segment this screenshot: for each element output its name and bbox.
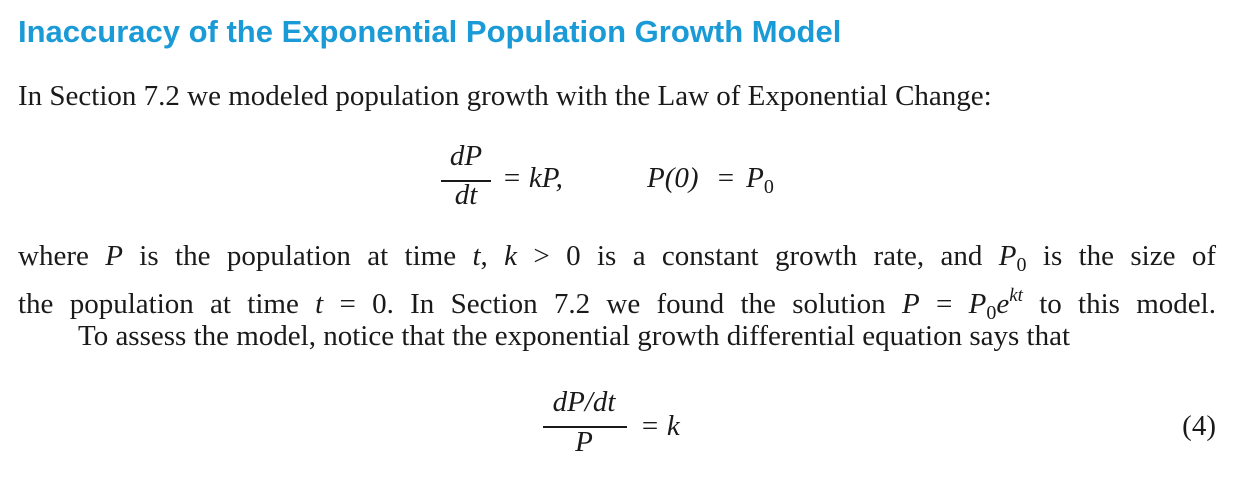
equation-number: (4)	[1182, 410, 1216, 442]
eq1-denominator: dt	[454, 179, 478, 211]
paragraph-3: To assess the model, notice that the exponential growth differential equation says that	[78, 320, 1071, 352]
eq1-initial-condition	[647, 162, 774, 199]
subscript: 0	[986, 302, 997, 324]
text: is the size of	[1026, 240, 1217, 272]
ic-subscript: 0	[763, 176, 774, 198]
subscript: 0	[1016, 254, 1027, 276]
exponent: kt	[1009, 285, 1023, 306]
text: the population at time	[18, 288, 316, 320]
eq1-rhs: = kP,	[502, 162, 563, 194]
text: where	[18, 240, 106, 272]
ic-P: P	[746, 162, 764, 194]
text: is the population at time	[122, 240, 473, 272]
var-P0: P	[998, 240, 1017, 272]
text: =	[919, 288, 969, 320]
var-t: t	[472, 240, 481, 272]
var-P0: P	[968, 288, 987, 320]
section-heading: Inaccuracy of the Exponential Population Growth Model	[18, 14, 842, 49]
var-P: P	[105, 240, 123, 272]
eq1-numerator: dP	[449, 140, 483, 172]
text: ,	[480, 240, 505, 272]
var-P: P	[901, 288, 920, 320]
eq2-denominator: P	[575, 426, 593, 458]
intro-paragraph: In Section 7.2 we modeled population growth with the Law of Exponential Change:	[18, 80, 992, 112]
ic-left: P(0)	[647, 162, 699, 194]
eq2-numerator: dP/dt	[552, 386, 616, 418]
var-t: t	[315, 288, 324, 320]
eq2-rhs: = k	[640, 410, 680, 442]
ic-equals: =	[717, 162, 735, 194]
text: to this model.	[1022, 288, 1216, 320]
var-k: k	[504, 240, 518, 272]
text: = 0. In Section 7.2 we found the solution	[323, 288, 902, 320]
text: > 0 is a constant growth rate, and	[517, 240, 999, 272]
var-e: e	[996, 288, 1010, 320]
